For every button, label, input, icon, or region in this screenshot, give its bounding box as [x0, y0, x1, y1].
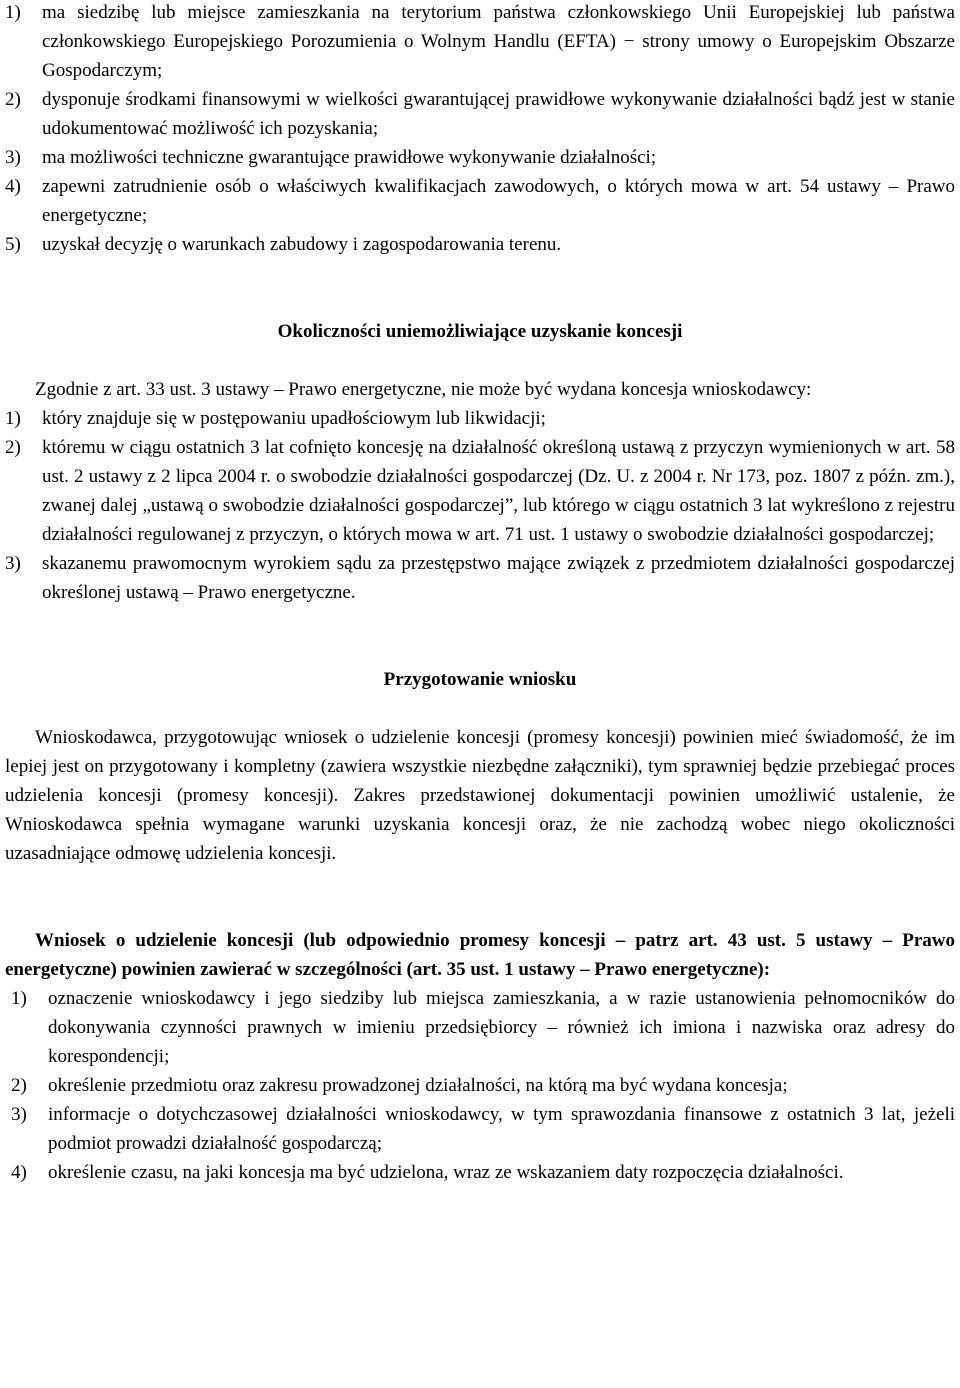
- list-item: [5, 1158, 955, 1187]
- document-page: [5, 0, 955, 1187]
- list-item-text: oznaczenie wnioskodawcy i jego siedziby lub miejsca zamieszkania, a w razie ustanowienia pełnomocników do dokonywania czynności prawnych w imieniu przedsiębiorcy – również ich imiona i nazwiska oraz adresy do korespondencji;: [48, 988, 955, 1067]
- list-item-number: 2): [5, 89, 21, 110]
- conditions-list: [5, 0, 955, 259]
- section-heading-application: Wniosek o udzielenie koncesji (lub odpowiednio promesy koncesji – patrz art. 43 ust. 5 ustawy – Prawo energetyczne) powinien zawierać w szczególności (art. 35 ust. 1 ustawy – Prawo energetyczne):: [5, 930, 955, 980]
- application-contents-list: [5, 984, 955, 1187]
- list-item-text: informacje o dotychczasowej działalności wnioskodawcy, w tym sprawozdania finansowe z ostatnich 3 lat, jeżeli podmiot prowadzi działalność gospodarczą;: [48, 1104, 955, 1154]
- list-item-number: 4): [11, 1162, 27, 1183]
- section-intro: Zgodnie z art. 33 ust. 3 ustawy – Prawo energetyczne, nie może być wydana koncesja wnioskodawcy:: [35, 379, 812, 400]
- list-item-number: 3): [5, 553, 21, 574]
- list-item: [5, 433, 955, 549]
- list-item-text: który znajduje się w postępowaniu upadłościowym lub likwidacji;: [42, 408, 546, 429]
- list-item-text: ma siedzibę lub miejsce zamieszkania na terytorium państwa członkowskiego Unii Europejskiej lub państwa członkowskiego Europejskiego Porozumienia o Wolnym Handlu (EFTA) − strony umowy o Europejskim Obszarze Gospodarczym;: [42, 2, 955, 81]
- section-paragraph: Wnioskodawca, przygotowując wniosek o udzielenie koncesji (promesy koncesji) powinien mieć świadomość, że im lepiej jest on przygotowany i kompletny (zawiera wszystkie niezbędne załączniki), tym sprawniej będzie przebiegać proces udzielenia koncesji (promesy koncesji). Zakres przedstawionej dokumentacji powinien umożliwić ustalenie, że Wnioskodawca spełnia wymagane warunki uzyskania koncesji oraz, że nie zachodzą wobec niego okoliczności uzasadniające odmowę udzielenia koncesji.: [5, 727, 955, 864]
- list-item-number: 5): [5, 234, 21, 255]
- list-item-number: 4): [5, 176, 21, 197]
- list-item-number: 1): [11, 988, 27, 1009]
- list-item-text: ma możliwości techniczne gwarantujące prawidłowe wykonywanie działalności;: [42, 147, 657, 168]
- list-item-number: 3): [5, 147, 21, 168]
- list-item: [5, 1100, 955, 1158]
- list-item: [5, 549, 955, 607]
- list-item: [5, 230, 955, 259]
- list-item-number: 3): [11, 1104, 27, 1125]
- list-item-text: uzyskał decyzję o warunkach zabudowy i zagospodarowania terenu.: [42, 234, 562, 255]
- list-item-number: 1): [5, 408, 21, 429]
- section-heading-preparation: Przygotowanie wniosku: [383, 669, 577, 690]
- list-item-text: skazanemu prawomocnym wyrokiem sądu za przestępstwo mające związek z przedmiotem działalności gospodarczej określonej ustawą – Prawo energetyczne.: [42, 553, 955, 603]
- list-item: [5, 0, 955, 85]
- list-item-number: 2): [5, 437, 21, 458]
- list-item-text: zapewni zatrudnienie osób o właściwych kwalifikacjach zawodowych, o których mowa w art. 54 ustawy – Prawo energetyczne;: [42, 176, 955, 226]
- section-heading-circumstances: Okoliczności uniemożliwiające uzyskanie koncesji: [277, 321, 683, 342]
- circumstances-list: [5, 404, 955, 607]
- list-item: [5, 172, 955, 230]
- list-item-text: któremu w ciągu ostatnich 3 lat cofnięto koncesję na działalność określoną ustawą z przyczyn wymienionych w art. 58 ust. 2 ustawy z 2 lipca 2004 r. o swobodzie działalności gospodarczej (Dz. U. z 2004 r. Nr 173, poz. 1807 z późn. zm.), zwanej dalej „ustawą o swobodzie działalności gospodarczej”, lub którego w ciągu ostatnich 3 lat wykreślono z rejestru działalności regulowanej z przyczyn, o których mowa w art. 71 ust. 1 ustawy o swobodzie działalności gospodarczej;: [42, 437, 955, 545]
- list-item: [5, 1071, 955, 1100]
- list-item-text: określenie czasu, na jaki koncesja ma być udzielona, wraz ze wskazaniem daty rozpoczęcia działalności.: [48, 1162, 844, 1183]
- list-item: [5, 143, 955, 172]
- list-item-number: 2): [11, 1075, 27, 1096]
- list-item: [5, 404, 955, 433]
- list-item-text: dysponuje środkami finansowymi w wielkości gwarantującej prawidłowe wykonywanie działalności bądź jest w stanie udokumentować możliwość ich pozyskania;: [42, 89, 955, 139]
- list-item: [5, 85, 955, 143]
- list-item-number: 1): [5, 2, 21, 23]
- list-item-text: określenie przedmiotu oraz zakresu prowadzonej działalności, na którą ma być wydana koncesja;: [48, 1075, 788, 1096]
- list-item: [5, 984, 955, 1071]
